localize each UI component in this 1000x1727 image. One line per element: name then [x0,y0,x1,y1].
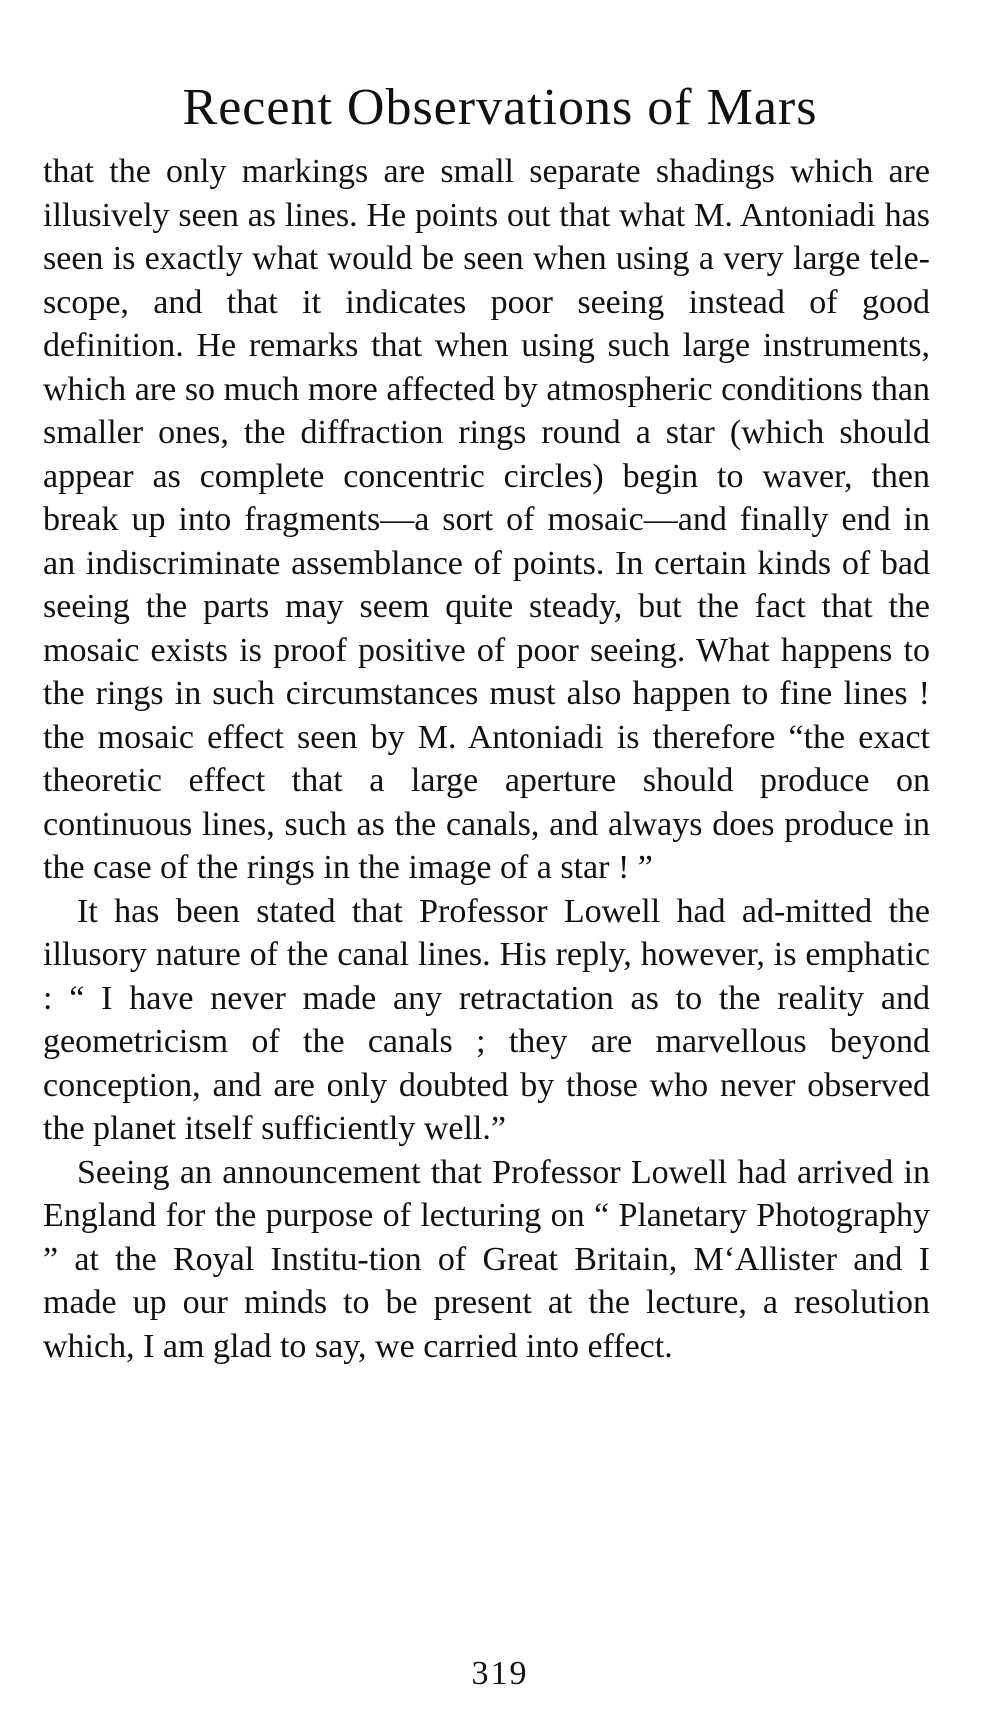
paragraph-3: Seeing an announcement that Professor Lowell had arrived in England for the purpose of lecturing on “ Planetary Photography ” at the Royal Institu-tion of Great Britain, M‘Allister and I made up our minds to be present at the lecture, a resolution which, I am glad to say, we carried into effect. [43,1153,930,1365]
paragraph-1: that the only markings are small separate shadings which are illusively seen as lines. He points out that what M. Antoniadi has seen is exactly what would be seen when using a very large tele-scope, and that it indicates poor seeing instead of good definition. He remarks that when using such large instruments, which are so much more affected by atmospheric conditions than smaller ones, the diffraction rings round a star (which should appear as complete concentric circles) begin to waver, then break up into fragments—a sort of mosaic—and finally end in an indiscriminate assemblance of points. In certain kinds of bad seeing the parts may seem quite steady, but the fact that the mosaic exists is proof positive of poor seeing. What happens to the rings in such circumstances must also happen to fine lines ! the mosaic effect seen by M. Antoniadi is therefore “the exact theoretic effect that a large aperture should produce on continuous lines, such as the canals, and always does produce in the case of the rings in the image of a star ! ” [43,153,930,886]
running-title: Recent Observations of Mars [182,79,818,136]
page-number: 319 [471,1655,529,1692]
body-text [43,150,930,1368]
paragraph-2: It has been stated that Professor Lowell had ad-mitted the illusory nature of the canal lines. His reply, however, is emphatic : “ I have never made any retractation as to the reality and geometricism of the canals ; they are marvellous beyond conception, and are only doubted by those who never observed the planet itself sufficiently well.” [43,892,930,1147]
